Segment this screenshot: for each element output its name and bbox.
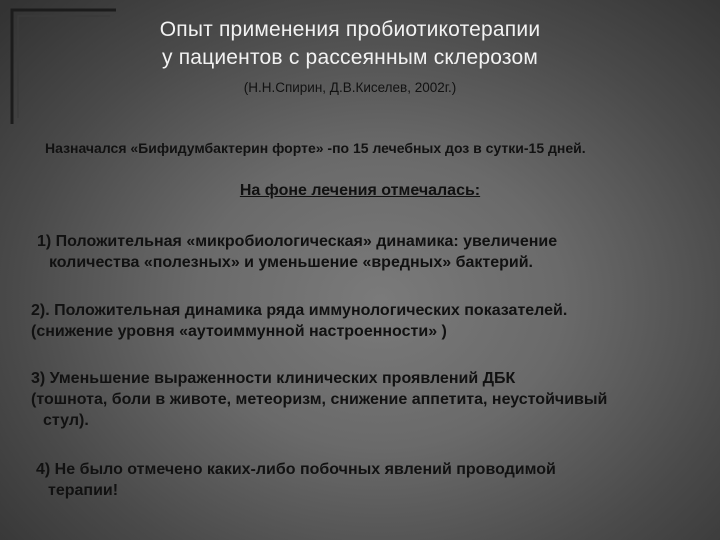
result-item-1-line1: 1) Положительная «микробиологическая» динамика: увеличение — [37, 233, 558, 250]
result-item-4-line1: 4) Не было отмечено каких-либо побочных явлений проводимой — [36, 461, 556, 478]
slide-title-line2: у пациентов с рассеянным склерозом — [161, 46, 539, 69]
slide-authors: (Н.Н.Спирин, Д.В.Киселев, 2002г.) — [243, 80, 457, 95]
result-item-1-line2: количества «полезных» и уменьшение «вредных» бактерий. — [49, 254, 533, 271]
result-item-4 — [36, 459, 556, 501]
slide-header — [0, 0, 720, 110]
results-subheading: На фоне лечения отмечалась: — [239, 182, 481, 199]
result-item-3-line3: стул). — [43, 412, 89, 429]
prescription-text: Назначался «Бифидумбактерин форте» -по 15 лечебных доз в сутки-15 дней. — [45, 140, 586, 156]
result-item-2-line1: 2). Положительная динамика ряда иммунологических показателей. — [31, 302, 568, 319]
result-item-4-line2: терапии! — [48, 482, 119, 499]
result-item-3-line1: 3) Уменьшение выраженности клинических проявлений ДБК — [31, 370, 516, 387]
result-item-1 — [37, 231, 557, 273]
result-item-2 — [31, 300, 567, 342]
result-item-2-line2: (снижение уровня «аутоиммунной настроенности» ) — [31, 323, 447, 340]
result-item-3 — [31, 368, 607, 431]
result-item-3-line2: (тошнота, боли в животе, метеоризм, снижение аппетита, неустойчивый — [31, 391, 608, 408]
slide-title-line1: Опыт применения пробиотикотерапии — [159, 18, 541, 41]
